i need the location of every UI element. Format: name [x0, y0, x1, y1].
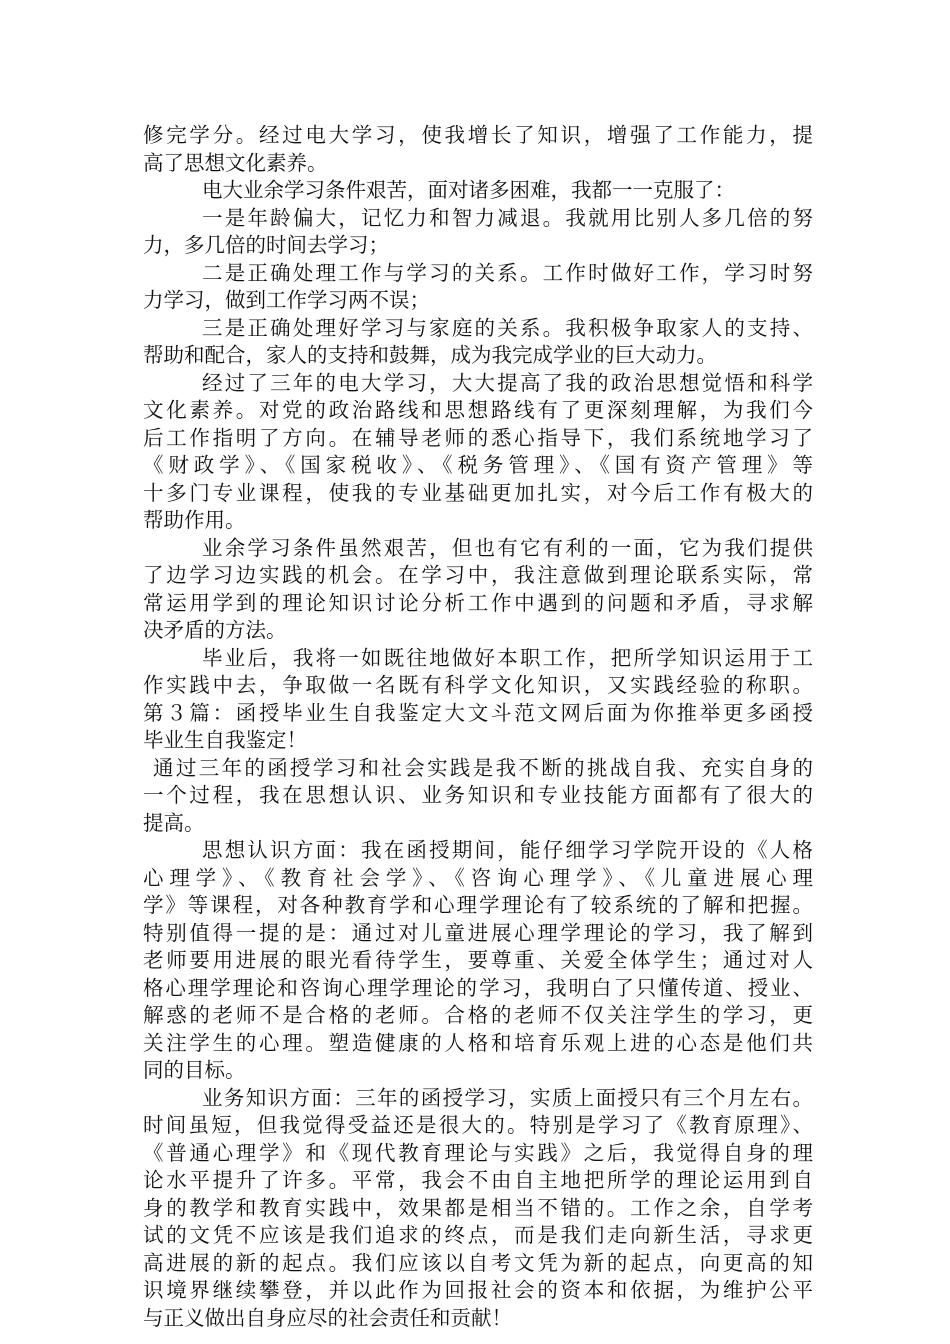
text-line: 一是年龄偏大，记忆力和智力减退。我就用比别人多几倍的努	[202, 205, 813, 230]
text-line: 识境界继续攀登，并以此作为回报社会的资本和依据，为维护公平	[143, 1278, 813, 1302]
text-line: 经过了三年的电大学习，大大提高了我的政治思想觉悟和科学	[202, 370, 813, 395]
text-line: 电大业余学习条件艰苦，面对诸多困难，我都一一克服了：	[202, 178, 735, 202]
text-line: 《财政学》、《国家税收》、《税务管理》、《国有资产管理》等	[143, 453, 813, 477]
text-line: 时间虽短，但我觉得受益还是很大的。特别是学习了《教育原理》、	[143, 1113, 813, 1137]
text-line: 提高。	[143, 810, 205, 835]
text-line: 通过三年的函授学习和社会实践是我不断的挑战自我、充实自身的	[153, 755, 813, 780]
text-line: 了边学习边实践的机会。在学习中，我注意做到理论联系实际，常	[143, 563, 813, 587]
text-line: 心理学》、《教育社会学》、《咨询心理学》、《儿童进展心理	[143, 865, 813, 890]
text-line: 关注学生的心理。塑造健康的人格和培育乐观上进的心态是他们共	[143, 1030, 813, 1055]
text-line: 二是正确处理工作与学习的关系。工作时做好工作，学习时努	[202, 260, 813, 285]
text-line: 高了思想文化素养。	[143, 150, 328, 175]
text-line: 修完学分。经过电大学习，使我增长了知识，增强了工作能力，提	[143, 123, 813, 147]
document-page	[143, 122, 813, 1332]
text-line: 文化素养。对党的政治路线和思想路线有了更深刻理解，为我们今	[143, 398, 813, 422]
text-line: 力，多几倍的时间去学习；	[143, 233, 389, 257]
text-line: 三是正确处理好学习与家庭的关系。我积极争取家人的支持、	[202, 315, 813, 340]
text-line: 格心理学理论和咨询心理学理论的学习，我明白了只懂传道、授业、	[143, 975, 813, 1000]
text-line: 论水平提升了许多。平常，我会不由自主地把所学的理论运用到自	[143, 1168, 813, 1192]
text-line: 十多门专业课程，使我的专业基础更加扎实，对今后工作有极大的	[143, 480, 813, 505]
text-line: 老师要用进展的眼光看待学生，要尊重、关爱全体学生；通过对人	[143, 948, 813, 972]
text-line: 业余学习条件虽然艰苦，但也有它有利的一面，它为我们提供	[202, 535, 813, 560]
text-line: 一个过程，我在思想认识、业务知识和专业技能方面都有了很大的	[143, 783, 813, 807]
text-line: 常运用学到的理论知识讨论分析工作中遇到的问题和矛盾，寻求解	[143, 590, 813, 615]
text-line: 思想认识方面：我在函授期间，能仔细学习学院开设的《人格	[202, 838, 813, 862]
text-line: 身的教学和教育实践中，效果都是相当不错的。工作之余，自学考	[143, 1195, 813, 1220]
text-line: 业务知识方面：三年的函授学习，实质上面授只有三个月左右。	[202, 1085, 813, 1110]
text-line: 试的文凭不应该是我们追求的终点，而是我们走向新生活，寻求更	[143, 1223, 813, 1247]
text-line: 特别值得一提的是：通过对儿童进展心理学理论的学习，我了解到	[143, 920, 813, 945]
text-line: 毕业后，我将一如既往地做好本职工作，把所学知识运用于工	[202, 645, 813, 670]
text-line: 第３篇：函授毕业生自我鉴定大文斗范文网后面为你推举更多函授	[143, 700, 813, 725]
text-line: 帮助作用。	[143, 508, 246, 532]
text-line: 《普通心理学》和《现代教育理论与实践》之后，我觉得自身的理	[143, 1140, 813, 1165]
text-line: 帮助和配合，家人的支持和鼓舞，成为我完成学业的巨大动力。	[143, 343, 717, 367]
text-line: 作实践中去，争取做一名既有科学文化知识，又实践经验的称职。	[143, 673, 813, 697]
text-line: 高进展的新的起点。我们应该以自考文凭为新的起点，向更高的知	[143, 1250, 813, 1275]
text-line: 毕业生自我鉴定！	[143, 728, 307, 752]
text-line: 力学习，做到工作学习两不误；	[143, 288, 430, 312]
text-line: 学》等课程，对各种教育学和心理学理论有了较系统的了解和把握。	[143, 893, 813, 917]
text-line: 决矛盾的方法。	[143, 618, 287, 642]
text-line: 与正义做出自身应尽的社会责任和贡献！	[143, 1305, 512, 1330]
text-line: 解惑的老师不是合格的老师。合格的老师不仅关注学生的学习，更	[143, 1003, 813, 1027]
text-line: 同的目标。	[143, 1058, 246, 1082]
text-line: 后工作指明了方向。在辅导老师的悉心指导下，我们系统地学习了	[143, 425, 813, 450]
